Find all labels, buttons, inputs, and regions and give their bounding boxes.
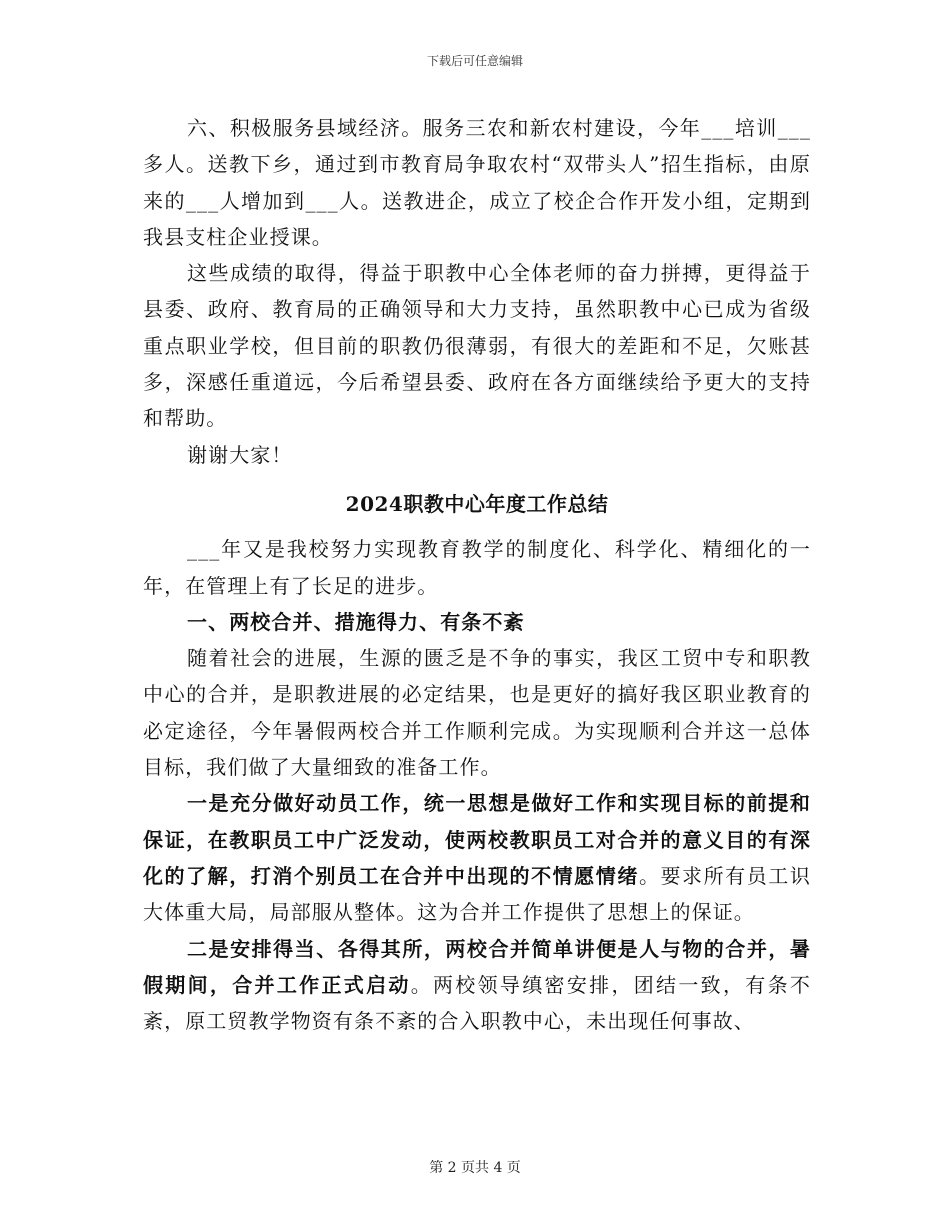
paragraph-arrangement-lead: 二是安排得当、各得其所，两校合并简单讲便是人与物的合并，暑假期间，合并工作正式启动	[143, 936, 811, 997]
document-title: 2024职教中心年度工作总结	[345, 491, 609, 516]
paragraph-arrangement	[143, 931, 811, 1040]
paragraph-mobilization-rest: 。要求所有员工识大体重大局，局部服从整体。这为合并工作提供了思想上的保证。	[143, 863, 811, 925]
paragraph-mobilization	[143, 785, 811, 930]
paragraph-thanks: 谢谢大家！	[187, 442, 293, 467]
page-footer: 第 2 页共 4 页	[429, 1160, 521, 1176]
paragraph-merger-background: 随着社会的进展，生源的匮乏是不争的事实，我区工贸中专和职教中心的合并，是职教进展的必定结果，也是更好的搞好我区职业教育的必定途径，今年暑假两校合并工作顺利完成。为实现顺利合并这一总体目标，我们做了大量细致的准备工作。	[143, 646, 811, 780]
page-header: 下载后可任意编辑	[426, 54, 523, 68]
document-body	[143, 110, 811, 1039]
paragraph-intro: ___年又是我校努力实现教育教学的制度化、科学化、精细化的一年，在管理上有了长足的进步。	[143, 537, 811, 598]
paragraph-service-county-economy: 六、积极服务县域经济。服务三农和新农村建设，今年___培训___多人。送教下乡，通过到市教育局争取农村“双带头人”招生指标，由原来的___人增加到___人。送教进企，成立了校企合作开发小组，定期到我县支柱企业授课。	[143, 116, 811, 249]
paragraph-mobilization-lead: 一是充分做好动员工作，统一思想是做好工作和实现目标的前提和保证，在教职员工中广泛发动，使两校教职员工对合并的意义目的有深化的了解，打消个别员工在合并中出现的不情愿情绪	[143, 791, 811, 888]
paragraph-achievements: 这些成绩的取得，得益于职教中心全体老师的奋力拼搏，更得益于县委、政府、教育局的正确领导和大力支持，虽然职教中心已成为省级重点职业学校，但目前的职教仍很薄弱，有很大的差距和不足，欠账甚多，深感任重道远，今后希望县委、政府在各方面继续给予更大的支持和帮助。	[143, 261, 811, 431]
section-heading-merger: 一、两校合并、措施得力、有条不紊	[187, 609, 525, 634]
paragraph-arrangement-rest: 。两校领导缜密安排，团结一致，有条不紊，原工贸教学物资有条不紊的合入职教中心，未出现任何事故、	[143, 972, 811, 1034]
